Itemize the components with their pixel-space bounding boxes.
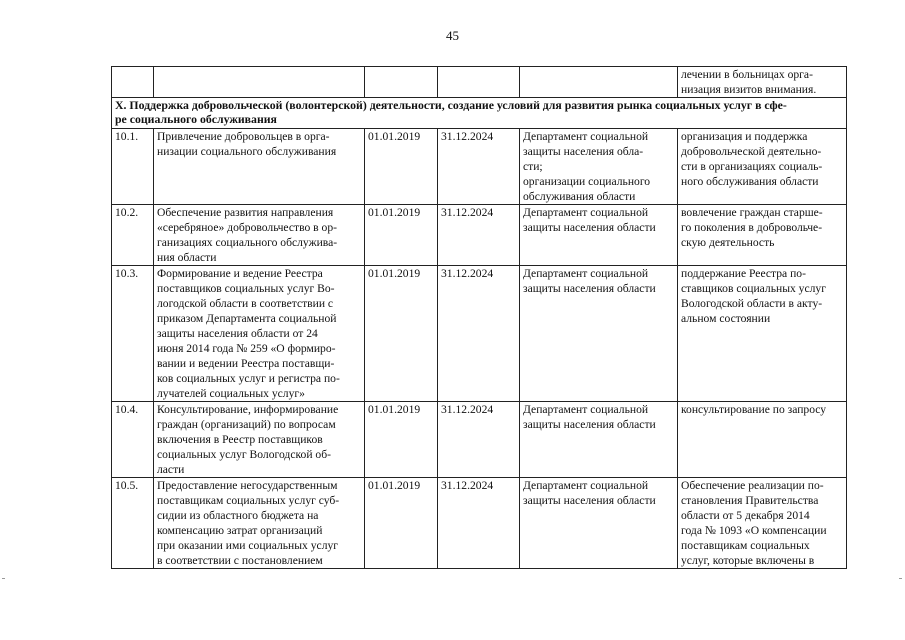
row-number: 10.3.: [112, 266, 154, 402]
row-action: Предоставление негосударственным поставщикам социальных услуг суб- сидии из областного бюджета на компенсацию затрат организаций при оказании ими социальных услуг в соответствии с постановлением: [157, 479, 340, 567]
row-executor-cell: [520, 402, 678, 478]
row-result: Обеспечение реализации по- становления Правительства области от 5 декабря 2014 года № 1093 «О компенсации поставщикам социальных услуг, которые включены в: [681, 479, 827, 567]
carry-over-result-cell: [678, 67, 847, 98]
row-action-cell: [154, 129, 365, 205]
row-action-cell: [154, 205, 365, 266]
row-executor-cell: [520, 266, 678, 402]
carry-over-row: [112, 67, 847, 98]
carry-over-start-cell: [365, 67, 438, 98]
section-title: X. Поддержка добровольческой (волонтерской) деятельности, создание условий для развития рынка социальных услуг в сфе- ре социального обслуживания: [115, 98, 787, 126]
row-executor: Департамент социальной защиты населения области: [523, 206, 656, 234]
row-action: Привлечение добровольцев в орга- низации социального обслуживания: [157, 130, 337, 158]
row-result-cell: [678, 205, 847, 266]
row-end-date: 31.12.2024: [438, 478, 520, 569]
row-action: Формирование и ведение Реестра поставщиков социальных услуг Во- логодской области в соответствии с приказом Департамента социальной защиты населения области от 24 июня 2014 года № 259 «О формиро- вании и ведении Реестра поставщи- ков социальных услуг и регистра по- лучателей социальных услуг»: [157, 267, 340, 400]
row-action: Консультирование, информирование граждан (организаций) по вопросам включения в Реестр поставщиков социальных услуг Вологодской об- ласти: [157, 403, 339, 476]
scan-edge-mark-right: [899, 578, 902, 579]
row-action-cell: [154, 402, 365, 478]
row-start-date: 01.01.2019: [365, 205, 438, 266]
row-number: 10.2.: [112, 205, 154, 266]
row-action-cell: [154, 478, 365, 569]
row-start-date: 01.01.2019: [365, 478, 438, 569]
row-start-date: 01.01.2019: [365, 129, 438, 205]
carry-over-executor-cell: [520, 67, 678, 98]
scan-edge-mark-left: [2, 578, 5, 579]
row-result: поддержание Реестра по- ставщиков социальных услуг Вологодской области в акту- альном состоянии: [681, 267, 826, 325]
row-result: вовлечение граждан старше- го поколения в добровольче- скую деятельность: [681, 206, 823, 249]
table-row: [112, 205, 847, 266]
row-number: 10.4.: [112, 402, 154, 478]
row-start-date: 01.01.2019: [365, 266, 438, 402]
row-executor-cell: [520, 478, 678, 569]
row-executor: Департамент социальной защиты населения области: [523, 403, 656, 431]
table-row: [112, 402, 847, 478]
section-title-cell: [112, 98, 847, 129]
carry-over-action-cell: [154, 67, 365, 98]
row-result-cell: [678, 266, 847, 402]
row-executor: Департамент социальной защиты населения обла- сти; организации социального обслуживания области: [523, 130, 651, 203]
table-row: [112, 129, 847, 205]
measures-table: [111, 66, 847, 569]
row-result: организация и поддержка добровольческой деятельно- сти в организациях социаль- ного обслуживания области: [681, 130, 823, 188]
row-end-date: 31.12.2024: [438, 205, 520, 266]
row-action-cell: [154, 266, 365, 402]
row-result: консультирование по запросу: [681, 403, 827, 416]
carry-over-num-cell: [112, 67, 154, 98]
row-start-date: 01.01.2019: [365, 402, 438, 478]
row-result-cell: [678, 478, 847, 569]
row-executor-cell: [520, 205, 678, 266]
table-row: [112, 266, 847, 402]
row-executor: Департамент социальной защиты населения области: [523, 479, 656, 507]
row-number: 10.1.: [112, 129, 154, 205]
row-executor-cell: [520, 129, 678, 205]
row-number: 10.5.: [112, 478, 154, 569]
row-result-cell: [678, 129, 847, 205]
carry-over-result: лечении в больницах орга- низация визитов внимания.: [681, 68, 817, 96]
row-executor: Департамент социальной защиты населения области: [523, 267, 656, 295]
table-row: [112, 478, 847, 569]
section-row: [112, 98, 847, 129]
row-end-date: 31.12.2024: [438, 266, 520, 402]
carry-over-end-cell: [438, 67, 520, 98]
row-end-date: 31.12.2024: [438, 129, 520, 205]
row-action: Обеспечение развития направления «серебряное» добровольчество в ор- ганизациях социального обслужива- ния области: [157, 206, 338, 264]
row-end-date: 31.12.2024: [438, 402, 520, 478]
page-number: 45: [446, 28, 459, 43]
row-result-cell: [678, 402, 847, 478]
